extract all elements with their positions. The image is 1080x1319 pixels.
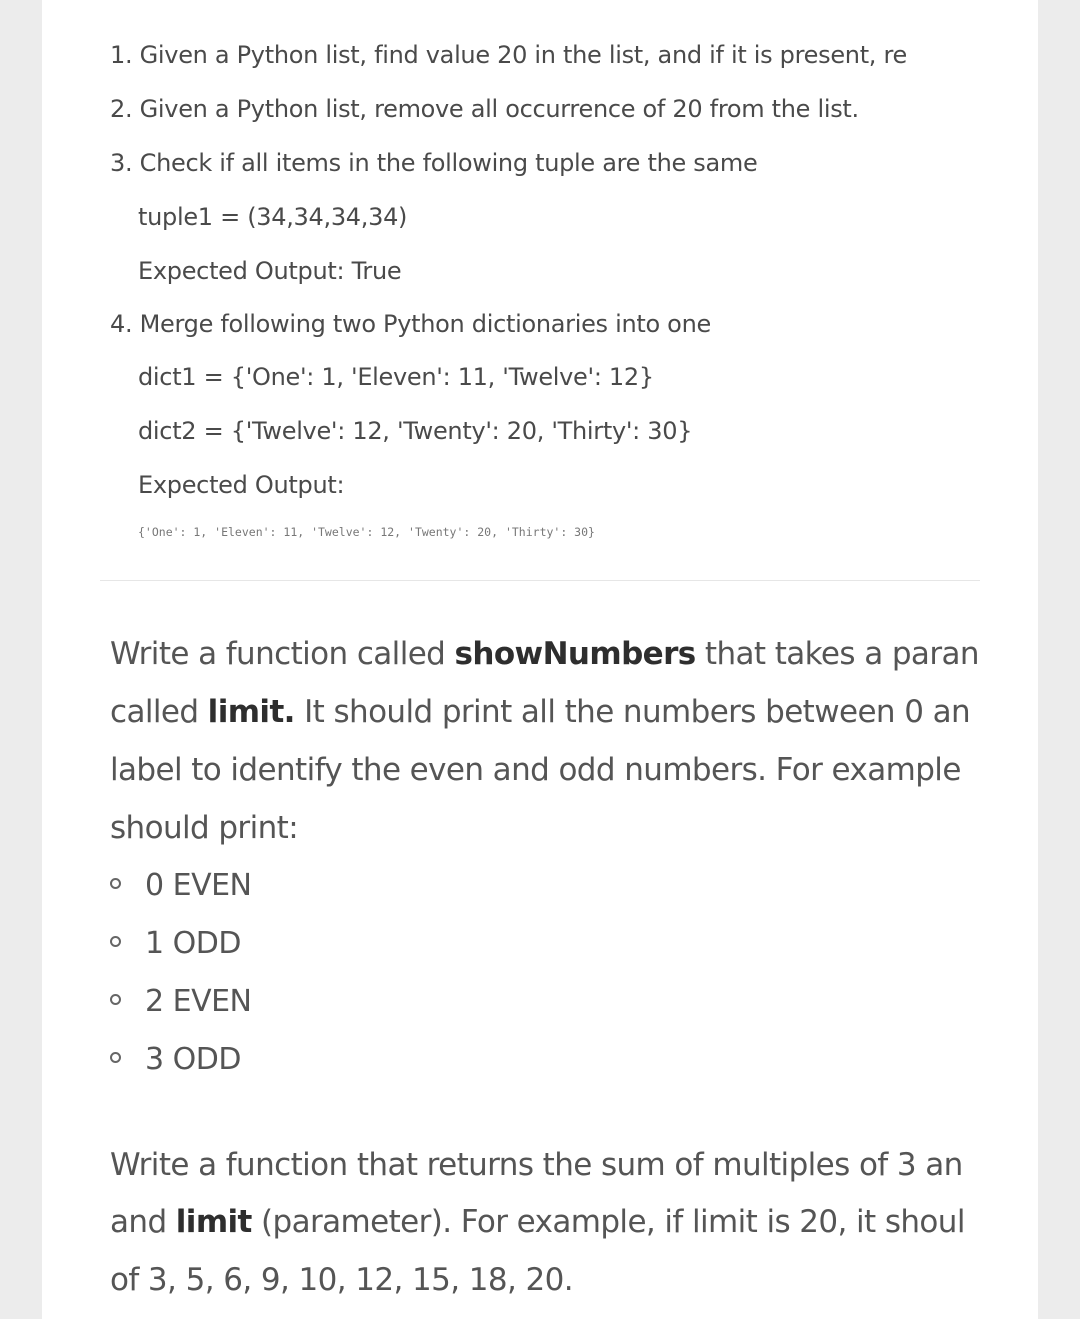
bullet-circle-icon — [110, 878, 121, 889]
list-item-text: 2 EVEN — [145, 984, 252, 1019]
function-name-show-numbers: showNumbers — [454, 636, 696, 672]
show-numbers-line-4: should print: — [110, 810, 299, 846]
list-item-text: 1 ODD — [145, 926, 241, 961]
list-item — [110, 922, 241, 966]
exercise-item-4-expected-label: Expected Output: — [138, 471, 345, 499]
list-item-text: 0 EVEN — [145, 868, 252, 903]
exercise-item-4-expected-code: {'One': 1, 'Eleven': 11, 'Twelve': 12, 'Twenty': 20, 'Thirty': 30} — [138, 525, 595, 539]
sum-multiples-line-2-text: and — [110, 1204, 176, 1240]
list-item — [110, 864, 252, 908]
bullet-circle-icon — [110, 1052, 121, 1063]
sum-multiples-line-3: of 3, 5, 6, 9, 10, 12, 15, 18, 20. — [110, 1262, 573, 1298]
exercise-item-4-dict2: dict2 = {'Twelve': 12, 'Twenty': 20, 'Thirty': 30} — [138, 417, 693, 445]
show-numbers-line-1-text: Write a function called — [110, 636, 455, 672]
list-item — [110, 1038, 241, 1082]
section-divider — [100, 580, 980, 581]
sum-multiples-line-1: Write a function that returns the sum of multiples of 3 an — [110, 1147, 963, 1183]
show-numbers-line-2-text: called — [110, 694, 208, 730]
exercise-item-1: 1. Given a Python list, find value 20 in the list, and if it is present, re — [110, 41, 907, 69]
param-name-limit: limit. — [207, 694, 295, 730]
show-numbers-line-2-tail: It should print all the numbers between 0 an — [294, 694, 971, 730]
document-page — [42, 0, 1038, 1319]
sum-multiples-line-2 — [110, 1200, 982, 1244]
bullet-circle-icon — [110, 936, 121, 947]
param-name-limit: limit — [175, 1204, 252, 1240]
exercise-item-4: 4. Merge following two Python dictionaries into one — [110, 310, 711, 338]
show-numbers-line-1 — [110, 632, 982, 676]
exercise-item-3-tuple: tuple1 = (34,34,34,34) — [138, 203, 408, 231]
exercise-item-2: 2. Given a Python list, remove all occurrence of 20 from the list. — [110, 95, 859, 123]
exercise-item-3: 3. Check if all items in the following tuple are the same — [110, 149, 758, 177]
bullet-circle-icon — [110, 994, 121, 1005]
list-item — [110, 980, 252, 1024]
list-item-text: 3 ODD — [145, 1042, 241, 1077]
exercise-item-4-dict1: dict1 = {'One': 1, 'Eleven': 11, 'Twelve': 12} — [138, 363, 654, 391]
sum-multiples-line-2-tail: (parameter). For example, if limit is 20, it shoul — [251, 1204, 965, 1240]
exercise-item-3-expected: Expected Output: True — [138, 257, 402, 285]
show-numbers-line-3: label to identify the even and odd numbers. For example — [110, 752, 961, 788]
show-numbers-line-1-tail: that takes a paran — [695, 636, 979, 672]
show-numbers-line-2 — [110, 690, 982, 734]
